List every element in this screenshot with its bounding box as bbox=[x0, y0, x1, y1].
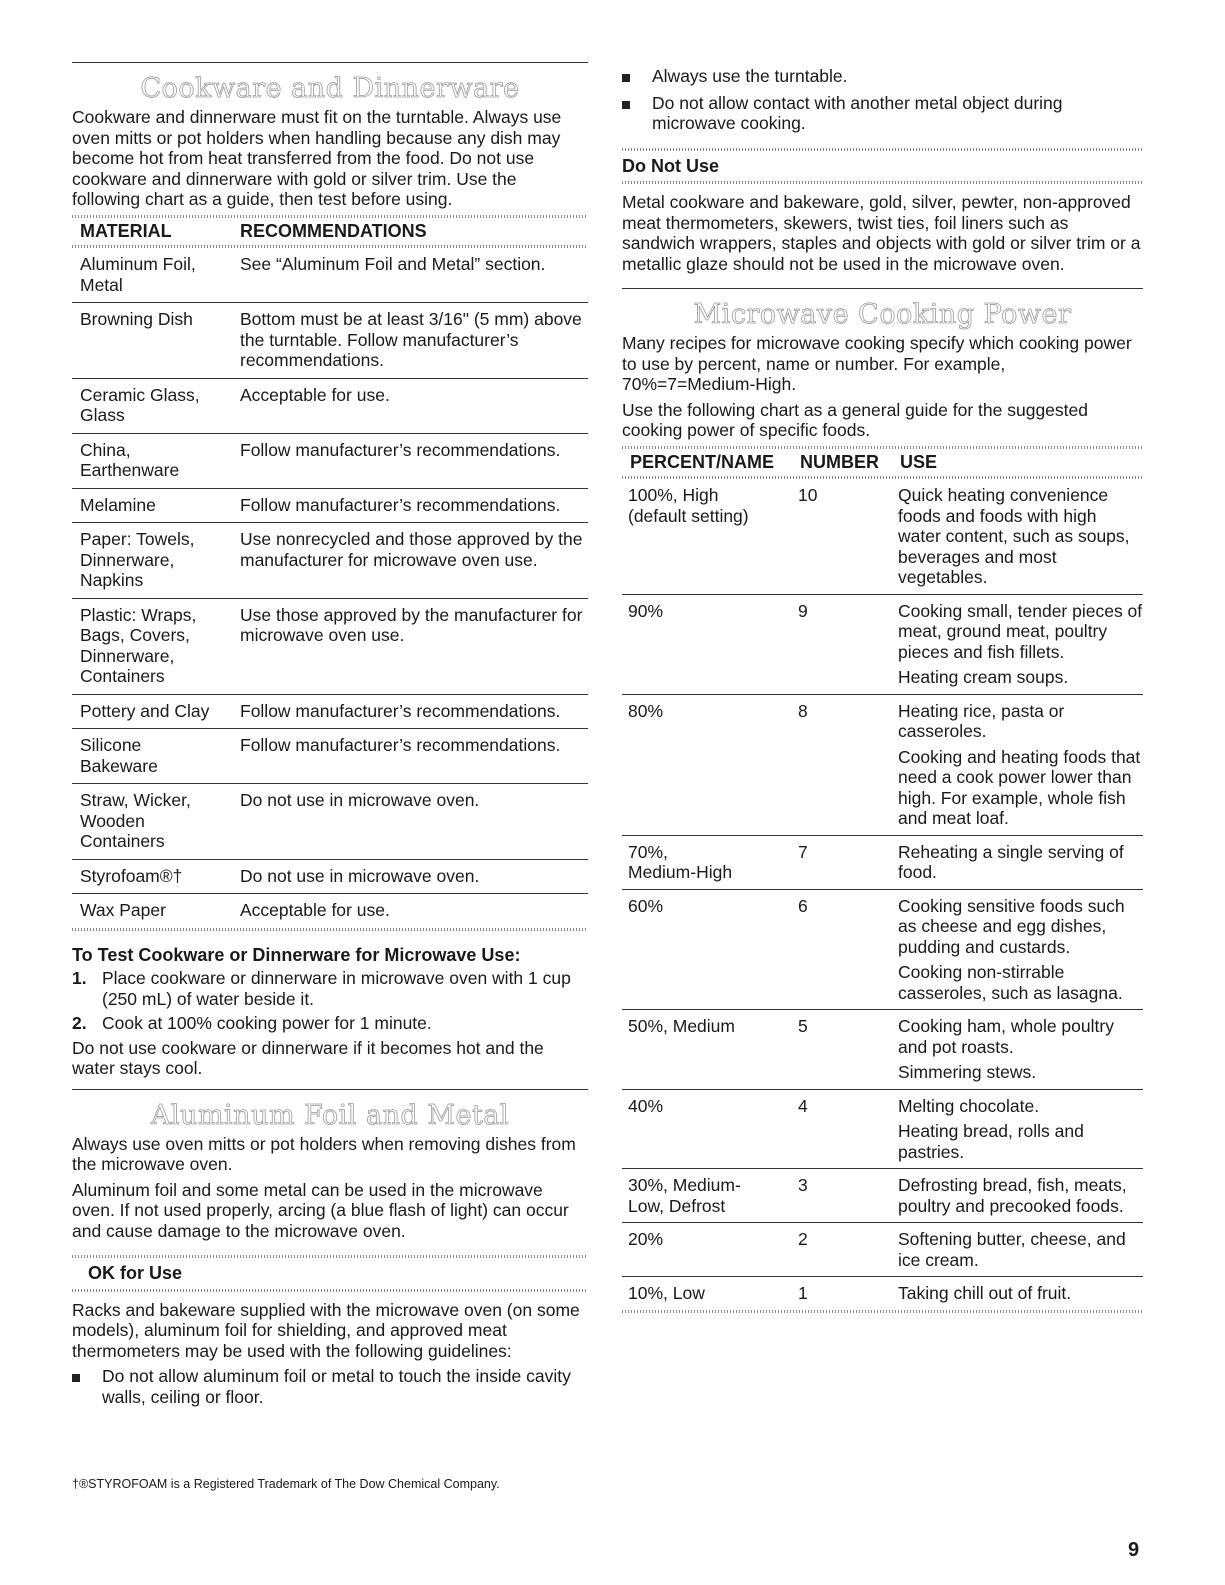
test-heading: To Test Cookware or Dinnerware for Microwave Use: bbox=[72, 944, 521, 965]
ok-for-use-heading: OK for Use bbox=[88, 1263, 183, 1283]
recommendation-cell: Use those approved by the manufacturer for microwave oven use. bbox=[240, 604, 583, 645]
use-line: Heating rice, pasta or casseroles. bbox=[898, 700, 1065, 741]
use-cell bbox=[898, 896, 1143, 1004]
cookware-section-title: Cookware and Dinnerware bbox=[140, 73, 520, 104]
power-row bbox=[622, 1277, 1143, 1310]
material-row bbox=[72, 599, 588, 695]
material-row bbox=[72, 434, 588, 489]
material-table-header bbox=[72, 218, 588, 246]
number-cell: 2 bbox=[798, 1229, 808, 1249]
power-row bbox=[622, 695, 1143, 836]
use-line: Cooking sensitive foods such as cheese and egg dishes, pudding and custards. bbox=[898, 895, 1125, 957]
do-not-use-heading: Do Not Use bbox=[622, 155, 720, 176]
material-row bbox=[72, 695, 588, 730]
use-line: Softening butter, cheese, and ice cream. bbox=[898, 1229, 1126, 1270]
use-cell bbox=[898, 701, 1143, 829]
power-row bbox=[622, 836, 1143, 890]
use-line: Taking chill out of fruit. bbox=[898, 1283, 1072, 1303]
percent-name-cell: 60% bbox=[628, 895, 664, 916]
material-cell: Silicone Bakeware bbox=[80, 735, 158, 776]
power-table-bottom-border bbox=[622, 1310, 1143, 1313]
bullet-text: Do not allow aluminum foil or metal to touch the inside cavity walls, ceiling or floor. bbox=[102, 1366, 571, 1407]
recommendations-header: RECOMMENDATIONS bbox=[240, 220, 427, 241]
percent-name-cell: 40% bbox=[628, 1095, 664, 1116]
material-cell: Straw, Wicker, Wooden Containers bbox=[80, 790, 191, 851]
percent-name-cell: 30%, Medium- Low, Defrost bbox=[628, 1175, 741, 1216]
power-table-header bbox=[622, 449, 1143, 477]
foil-para-2: Aluminum foil and some metal can be used in the microwave oven. If not used properly, arcing (a blue flash of light) can occur and cause damage to the microwave oven. bbox=[72, 1179, 569, 1241]
use-line: Heating cream soups. bbox=[898, 667, 1069, 687]
material-cell: Browning Dish bbox=[80, 309, 193, 329]
number-cell: 3 bbox=[798, 1175, 808, 1195]
use-line: Cooking ham, whole poultry and pot roasts. bbox=[898, 1016, 1114, 1057]
number-cell: 7 bbox=[798, 841, 808, 862]
do-not-use-text: Metal cookware and bakeware, gold, silver, pewter, non-approved meat thermometers, skewers, twist ties, foil liners such as sandwich wrappers, staples and objects with gold or silver trim or a metallic glaze should not be used in the microwave oven. bbox=[622, 192, 1141, 274]
table-bottom-border bbox=[72, 928, 588, 931]
number-cell: 10 bbox=[798, 485, 818, 505]
bullet-icon bbox=[622, 93, 652, 134]
material-cell: Styrofoam®† bbox=[80, 865, 183, 886]
step-text: Cook at 100% cooking power for 1 minute. bbox=[102, 1013, 432, 1033]
material-row bbox=[72, 379, 588, 434]
number-cell: 9 bbox=[798, 600, 808, 621]
power-row bbox=[622, 479, 1143, 595]
test-step bbox=[72, 1013, 588, 1034]
use-cell bbox=[898, 1229, 1143, 1270]
percent-name-header: PERCENT/NAME bbox=[630, 451, 775, 472]
trademark-footnote: †®STYROFOAM is a Registered Trademark of The Dow Chemical Company. bbox=[72, 1477, 500, 1491]
recommendation-cell: Do not use in microwave oven. bbox=[240, 790, 480, 810]
number-cell: 8 bbox=[798, 700, 808, 721]
bullet-text: Always use the turntable. bbox=[652, 66, 848, 86]
material-cell: Aluminum Foil, Metal bbox=[80, 254, 196, 295]
use-line: Cooking small, tender pieces of meat, ground meat, poultry pieces and fish fillets. bbox=[898, 600, 1143, 662]
number-cell: 5 bbox=[798, 1016, 808, 1036]
material-row bbox=[72, 784, 588, 860]
bullet-text: Do not allow contact with another metal object during microwave cooking. bbox=[652, 92, 1063, 133]
recommendation-cell: See “Aluminum Foil and Metal” section. bbox=[240, 254, 546, 274]
ok-heading-bottom-border bbox=[72, 1289, 588, 1292]
test-note: Do not use cookware or dinnerware if it becomes hot and the water stays cool. bbox=[72, 1037, 544, 1078]
bullet-item bbox=[622, 66, 1143, 87]
use-line: Simmering stews. bbox=[898, 1062, 1037, 1082]
percent-name-cell: 100%, High (default setting) bbox=[628, 485, 749, 526]
power-table-body bbox=[622, 479, 1143, 1310]
bullet-item bbox=[72, 1366, 588, 1407]
ok-bullets-left bbox=[72, 1366, 588, 1407]
material-row bbox=[72, 894, 588, 928]
power-row bbox=[622, 1090, 1143, 1170]
power-para-1: Many recipes for microwave cooking specify which cooking power to use by percent, name or number. For example, 70%=7=Medium-High. bbox=[622, 333, 1132, 394]
power-row bbox=[622, 1169, 1143, 1223]
recommendation-cell: Follow manufacturer’s recommendations. bbox=[240, 439, 561, 460]
material-cell: Pottery and Clay bbox=[80, 700, 210, 721]
test-step bbox=[72, 968, 588, 1009]
use-cell bbox=[898, 1016, 1143, 1083]
material-cell: Melamine bbox=[80, 494, 156, 515]
section-divider bbox=[72, 1089, 588, 1090]
percent-name-cell: 10%, Low bbox=[628, 1283, 705, 1303]
material-table-body bbox=[72, 248, 588, 928]
use-line: Melting chocolate. bbox=[898, 1095, 1040, 1116]
recommendation-cell: Use nonrecycled and those approved by the manufacturer for microwave oven use. bbox=[240, 529, 583, 570]
material-row bbox=[72, 860, 588, 895]
percent-name-cell: 20% bbox=[628, 1229, 664, 1249]
use-line: Heating bread, rolls and pastries. bbox=[898, 1121, 1084, 1162]
material-cell: Paper: Towels, Dinnerware, Napkins bbox=[80, 529, 195, 590]
material-row bbox=[72, 303, 588, 379]
power-para-2: Use the following chart as a general guide for the suggested cooking power of specific foods. bbox=[622, 399, 1088, 440]
ok-for-use-text: Racks and bakeware supplied with the microwave oven (on some models), aluminum foil for shielding, and approved meat thermometers may be used with the following guidelines: bbox=[72, 1299, 580, 1361]
use-cell bbox=[898, 1283, 1143, 1304]
test-steps bbox=[72, 968, 588, 1034]
material-row bbox=[72, 248, 588, 303]
bullet-icon bbox=[622, 66, 652, 87]
material-row bbox=[72, 523, 588, 599]
recommendation-cell: Follow manufacturer’s recommendations. bbox=[240, 494, 561, 515]
right-column bbox=[622, 62, 1143, 1313]
cookware-intro: Cookware and dinnerware must fit on the turntable. Always use oven mitts or pot holders when handling because any dish may become hot from heat transferred from the food. Do not use cookware and dinnerware with gold or silver trim. Use the following chart as a guide, then test before using. bbox=[72, 107, 562, 209]
use-line: Cooking and heating foods that need a cook power lower than high. For example, whole fish and meat loaf. bbox=[898, 746, 1141, 828]
use-line: Reheating a single serving of food. bbox=[898, 841, 1124, 882]
foil-section-title: Aluminum Foil and Metal bbox=[150, 1099, 510, 1131]
percent-name-cell: 70%, Medium-High bbox=[628, 841, 733, 882]
use-cell bbox=[898, 1175, 1143, 1216]
power-row bbox=[622, 1010, 1143, 1090]
recommendation-cell: Acceptable for use. bbox=[240, 900, 390, 920]
bullet-icon bbox=[72, 1366, 102, 1407]
recommendation-cell: Follow manufacturer’s recommendations. bbox=[240, 735, 561, 755]
recommendation-cell: Acceptable for use. bbox=[240, 384, 390, 405]
section-divider bbox=[622, 288, 1143, 289]
percent-name-cell: 80% bbox=[628, 700, 664, 721]
material-cell: China, Earthenware bbox=[80, 439, 180, 480]
section-divider bbox=[72, 62, 588, 63]
use-cell bbox=[898, 601, 1143, 688]
number-cell: 1 bbox=[798, 1283, 808, 1303]
material-cell: Ceramic Glass, Glass bbox=[80, 384, 200, 425]
number-cell: 6 bbox=[798, 895, 808, 916]
step-number: 1. bbox=[72, 968, 87, 988]
use-line: Cooking non-stirrable casseroles, such as lasagna. bbox=[898, 962, 1123, 1003]
use-header: USE bbox=[900, 451, 938, 472]
use-cell bbox=[898, 485, 1143, 588]
left-column bbox=[72, 62, 588, 1413]
power-section-title: Microwave Cooking Power bbox=[693, 299, 1072, 330]
foil-para-1: Always use oven mitts or pot holders when removing dishes from the microwave oven. bbox=[72, 1133, 576, 1174]
recommendation-cell: Do not use in microwave oven. bbox=[240, 865, 480, 886]
number-header: NUMBER bbox=[800, 451, 879, 472]
donot-heading-bottom-border bbox=[622, 181, 1143, 184]
page-number: 9 bbox=[1128, 1539, 1140, 1561]
step-text: Place cookware or dinnerware in microwave oven with 1 cup (250 mL) of water beside it. bbox=[102, 968, 571, 1009]
use-cell bbox=[898, 1096, 1143, 1163]
percent-name-cell: 50%, Medium bbox=[628, 1016, 735, 1036]
step-number: 2. bbox=[72, 1013, 87, 1033]
recommendation-cell: Follow manufacturer’s recommendations. bbox=[240, 700, 561, 721]
power-row bbox=[622, 1223, 1143, 1277]
power-row bbox=[622, 890, 1143, 1011]
material-cell: Plastic: Wraps, Bags, Covers, Dinnerware, Containers bbox=[80, 604, 197, 686]
material-cell: Wax Paper bbox=[80, 900, 166, 920]
use-line: Defrosting bread, fish, meats, poultry and precooked foods. bbox=[898, 1175, 1127, 1216]
use-line: Quick heating convenience foods and foods with high water content, such as soups, beverages and most vegetables. bbox=[898, 485, 1130, 587]
power-row bbox=[622, 595, 1143, 695]
recommendation-cell: Bottom must be at least 3/16" (5 mm) above the turntable. Follow manufacturer’s recommendations. bbox=[240, 309, 582, 370]
ok-bullets-right bbox=[622, 66, 1143, 134]
material-row bbox=[72, 489, 588, 524]
bullet-item bbox=[622, 93, 1143, 134]
number-cell: 4 bbox=[798, 1095, 808, 1116]
use-cell bbox=[898, 842, 1143, 883]
percent-name-cell: 90% bbox=[628, 600, 664, 621]
material-header: MATERIAL bbox=[80, 220, 172, 241]
material-row bbox=[72, 729, 588, 784]
